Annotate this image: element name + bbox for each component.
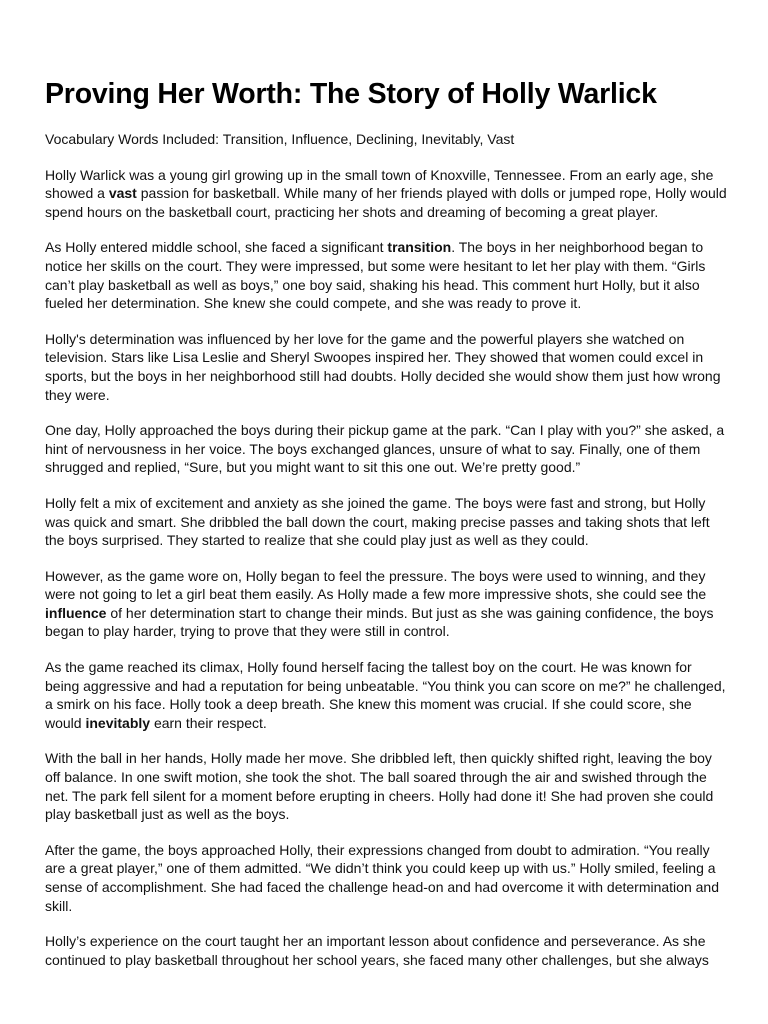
paragraph: After the game, the boys approached Holly, their expressions changed from doubt to admiration. “You really are a great player,” one of them admitted. “We didn’t think you could keep up with us.” Holly smiled, feeling a sense of accomplishment. She had faced the challenge head-on and had overcome it with determination and skill.: [45, 841, 719, 914]
paragraph: [45, 567, 727, 641]
vocabulary-word: transition: [387, 239, 452, 256]
paragraph-text: As Holly entered middle school, she faced a significant: [45, 239, 388, 256]
vocabulary-word: influence: [45, 604, 107, 621]
vocabulary-word: inevitably: [85, 714, 151, 731]
paragraph-text: earn their respect.: [150, 714, 267, 731]
paragraph: With the ball in her hands, Holly made her move. She dribbled left, then quickly shifted right, leaving the boy off balance. In one swift motion, she took the shot. The ball soared through the air and swished through the net. The park fell silent for a moment before erupting in cheers. Holly had done it! She had proven she could play basketball just as well as the boys.: [45, 750, 714, 823]
paragraph: [45, 166, 727, 222]
paragraph-text: However, as the game wore on, Holly began to feel the pressure. The boys were used to winning, and they were not going to let a girl beat them easily. As Holly made a few more impressive shots, she could see the: [45, 567, 707, 603]
document-title: Proving Her Worth: The Story of Holly Warlick: [45, 78, 657, 110]
paragraph-text: . The boys in her neighborhood began to notice her skills on the court. They were impressed, but some were hesitant to let her play with them. “Girls can’t play basketball as well as boys,” one boy said, shaking his head. This comment hurt Holly, but it also fueled her determination. She knew she could compete, and she was ready to prove it.: [45, 239, 706, 312]
paragraph-text: passion for basketball. While many of her friends played with dolls or jumped rope, Holly would spend hours on the basketball court, practicing her shots and dreaming of becoming a great player.: [45, 185, 727, 220]
vocabulary-line: Vocabulary Words Included: Transition, Influence, Declining, Inevitably, Vast: [45, 131, 515, 147]
paragraph: Holly's determination was influenced by her love for the game and the powerful players she watched on television. Stars like Lisa Leslie and Sheryl Swoopes inspired her. They showed that women could excel in sports, but the boys in her neighborhood still had doubts. Holly decided she would show them just how wrong they were.: [45, 330, 721, 403]
paragraph: Holly felt a mix of excitement and anxiety as she joined the game. The boys were fast and strong, but Holly was quick and smart. She dribbled the ball down the court, making precise passes and taking shots that left the boys surprised. They started to realize that she could play just as well as they could.: [45, 494, 710, 549]
paragraph: One day, Holly approached the boys during their pickup game at the park. “Can I play with you?” she asked, a hint of nervousness in her voice. The boys exchanged glances, unsure of what to say. Finally, one of them shrugged and replied, “Sure, but you might want to sit this one out. We’re pretty good.”: [45, 422, 725, 476]
paragraph-text: Holly Warlick was a young girl growing up in the small town of Knoxville, Tennessee. From an early age, she showed a: [45, 166, 714, 202]
paragraph-text: As the game reached its climax, Holly found herself facing the tallest boy on the court. He was known for being aggressive and had a reputation for being unbeatable. “You think you can score on me?” he challenged, a smirk on his face. Holly took a deep breath. She knew this moment was crucial. If she could score, she would: [45, 659, 726, 731]
vocabulary-word: vast: [108, 185, 137, 202]
paragraph-text: of her determination start to change their minds. But just as she was gaining confidence, the boys began to play harder, trying to prove that they were still in control.: [45, 604, 714, 640]
paragraph: [45, 658, 727, 732]
paragraph: Holly’s experience on the court taught her an important lesson about confidence and perseverance. As she continued to play basketball throughout her school years, she faced many other challenges, but she always: [45, 933, 709, 968]
paragraph: [45, 238, 727, 312]
